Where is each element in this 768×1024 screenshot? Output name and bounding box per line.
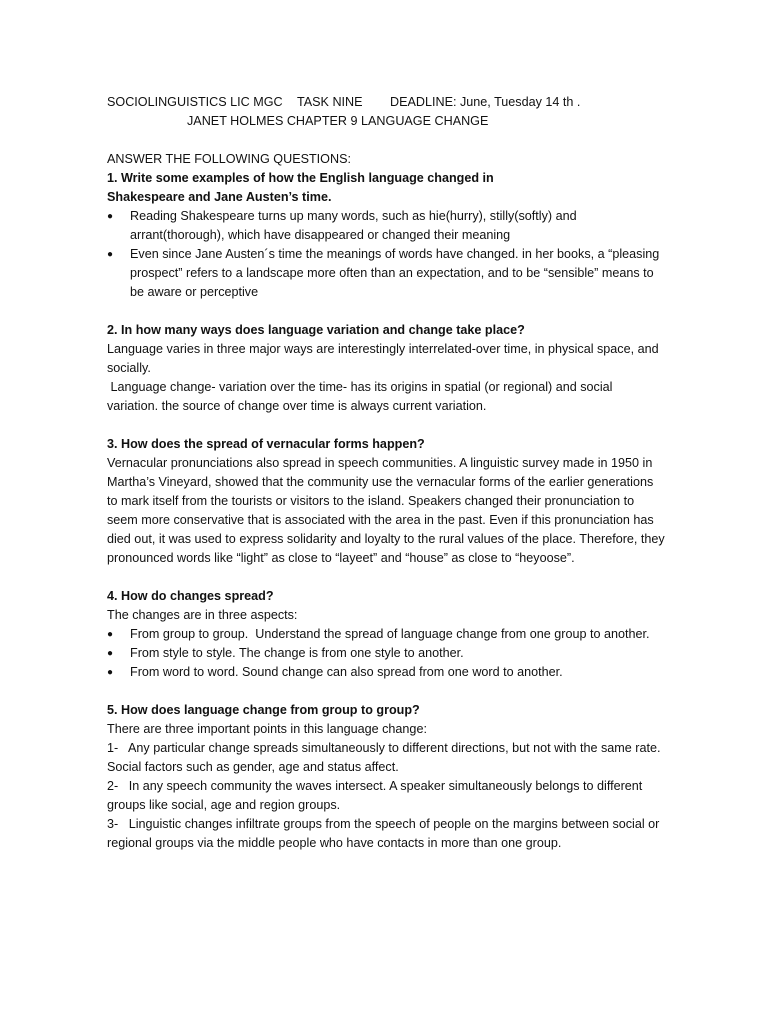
course-title: SOCIOLINGUISTICS LIC MGC xyxy=(107,95,283,109)
chapter-title: JANET HOLMES CHAPTER 9 LANGUAGE CHANGE xyxy=(187,114,489,128)
list-item: ● From style to style. The change is from one style to another. xyxy=(107,644,667,663)
question-5: 5. How does language change from group to group? xyxy=(107,703,420,717)
question-3: 3. How does the spread of vernacular forms happen? xyxy=(107,437,425,451)
header-row xyxy=(107,93,667,112)
document-body xyxy=(107,93,667,853)
answer-2-paragraph-1: Language varies in three major ways are interestingly interrelated-over time, in physical space, and socially. xyxy=(107,342,659,375)
instruction: ANSWER THE FOLLOWING QUESTIONS: xyxy=(107,152,351,166)
question-1: 1. Write some examples of how the English language changed in Shakespeare and Jane Austen’s time. xyxy=(107,171,494,204)
list-item: 2- In any speech community the waves intersect. A speaker simultaneously belongs to different groups like social, age and region groups. xyxy=(107,779,646,812)
list-item: ● From word to word. Sound change can also spread from one word to another. xyxy=(107,663,667,682)
answer-5-intro: There are three important points in this language change: xyxy=(107,722,427,736)
list-item: ● From group to group. Understand the spread of language change from one group to another. xyxy=(107,625,667,644)
answer-4-list xyxy=(107,625,667,682)
answer-3-paragraph: Vernacular pronunciations also spread in speech communities. A linguistic survey made in 1950 in Martha’s Vineyard, showed that the community use the vernacular forms of the earlier generations to mark itself from the tourists or visitors to the island. Speakers changed their pronunciation to seem more conservative that is associated with the area in the past. Even if this pronunciation has died out, it was used to express solidarity and loyalty to the rural values of the place. Therefore, they pronounced words like “light” as close to “layeet” and “house” as close to “heyoose”. xyxy=(107,456,665,565)
list-item: 3- Linguistic changes infiltrate groups from the speech of people on the margins between social or regional groups via the middle people who have contacts in more than one group. xyxy=(107,817,663,850)
list-item: 1- Any particular change spreads simultaneously to different directions, but not with the same rate. Social factors such as gender, age and status affect. xyxy=(107,741,664,774)
list-item: ● Reading Shakespeare turns up many words, such as hie(hurry), stilly(softly) and arrant(thorough), which have disappeared or changed their meaning xyxy=(107,207,667,245)
answer-2-paragraph-2: Language change- variation over the time- has its origins in spatial (or regional) and social variation. the source of change over time is always current variation. xyxy=(107,380,616,413)
deadline-label: DEADLINE: June, Tuesday 14 th . xyxy=(390,95,581,109)
answer-4-intro: The changes are in three aspects: xyxy=(107,608,298,622)
list-item: ● Even since Jane Austen´s time the meanings of words have changed. in her books, a “pleasing prospect” refers to a landscape more often than an expectation, and to be “sensible” means to be aware or perceptive xyxy=(107,245,667,302)
answer-1-list xyxy=(107,207,667,302)
answer-5-list xyxy=(107,739,667,853)
question-2: 2. In how many ways does language variation and change take place? xyxy=(107,323,525,337)
task-label: TASK NINE xyxy=(297,95,363,109)
question-4: 4. How do changes spread? xyxy=(107,589,274,603)
